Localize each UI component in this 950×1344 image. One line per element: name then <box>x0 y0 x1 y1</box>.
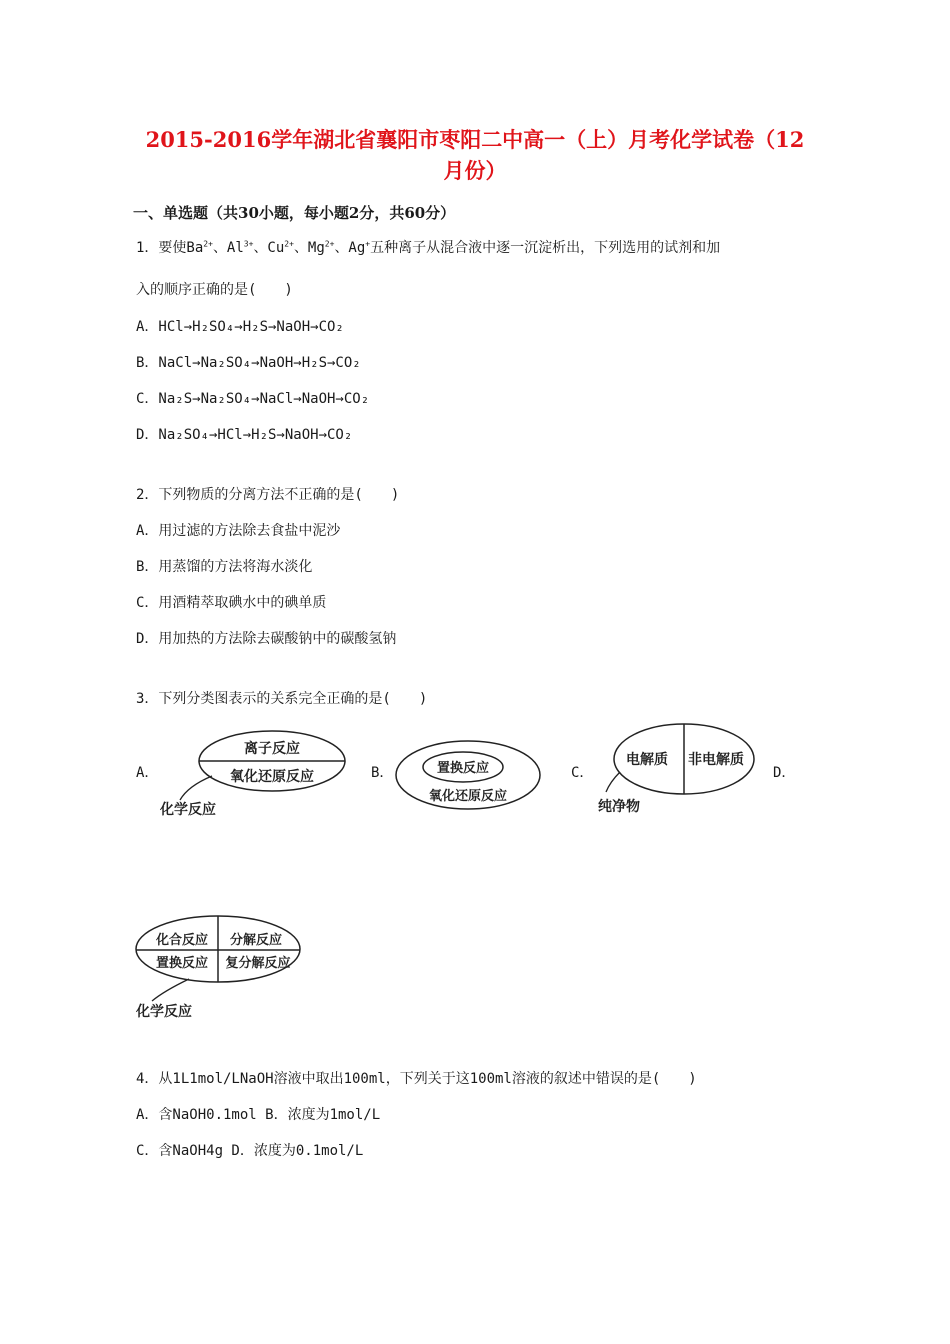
q3-label-b: B． <box>371 765 394 781</box>
q2-option-d: D．用加热的方法除去碳酸钠中的碳酸氢钠 <box>136 631 397 647</box>
exam-title <box>120 124 830 186</box>
figure-d-br-label: 复分解反应 <box>225 956 291 971</box>
figure-c-pointer <box>606 772 620 792</box>
q3-figure-d <box>134 913 309 1023</box>
q2-option-c: C．用酒精萃取碘水中的碘单质 <box>136 595 327 611</box>
q1-stem-part: 、Ag <box>334 240 366 256</box>
q3-figure-c <box>592 720 762 820</box>
figure-b-outer-label: 氧化还原反应 <box>428 789 508 804</box>
q1-option-d: D．Na₂SO₄→HCl→H₂S→NaOH→CO₂ <box>136 427 353 443</box>
q1-stem-part: 、Mg <box>293 240 325 256</box>
q1-ion-charge: 2+ <box>203 239 213 249</box>
q4-options-ab: A．含NaOH0.1mol B．浓度为1mol/L <box>136 1107 381 1123</box>
figure-a-pointer <box>180 776 212 800</box>
q3-label-d: D． <box>773 765 796 781</box>
section-heading: 一、单选题（共30小题，每小题2分，共60分） <box>133 204 456 222</box>
figure-a-bottom-label: 氧化还原反应 <box>230 769 314 785</box>
q3-figure-b <box>393 738 545 812</box>
q3-figure-a <box>150 728 350 823</box>
q2-option-a: A．用过滤的方法除去食盐中泥沙 <box>136 523 341 539</box>
q3-stem: 3．下列分类图表示的关系完全正确的是( ) <box>136 691 428 707</box>
q1-ion-charge: + <box>365 239 371 249</box>
q1-ion-charge: 2+ <box>284 239 294 249</box>
figure-d-tl-label: 化合反应 <box>155 933 209 948</box>
figure-b-inner-label: 置换反应 <box>436 761 490 776</box>
figure-c-outer-label: 纯净物 <box>598 799 640 815</box>
figure-c-left-label: 电解质 <box>626 752 668 768</box>
q2-option-b: B．用蒸馏的方法将海水淡化 <box>136 559 313 575</box>
exam-title-line1: 2015-2016学年湖北省襄阳市枣阳二中高一（上）月考化学试卷（12 <box>145 127 805 152</box>
q1-stem-part: 1．要使Ba <box>136 240 204 256</box>
q1-ion-charge: 2+ <box>324 239 335 249</box>
q1-stem <box>136 237 720 257</box>
q1-stem-part: 、Cu <box>253 240 285 256</box>
q3-label-c: C． <box>571 765 594 781</box>
q1-option-a: A．HCl→H₂SO₄→H₂S→NaOH→CO₂ <box>136 319 344 335</box>
q1-stem-part: 五种离子从混合液中逐一沉淀析出，下列选用的试剂和加 <box>370 240 721 256</box>
q2-stem: 2．下列物质的分离方法不正确的是( ) <box>136 487 400 503</box>
exam-title-line2: 月份） <box>443 158 507 183</box>
figure-d-tr-label: 分解反应 <box>229 933 283 948</box>
figure-d-pointer <box>152 979 189 1001</box>
figure-c-right-label: 非电解质 <box>688 752 744 768</box>
figure-d-outer-label: 化学反应 <box>136 1004 192 1020</box>
q4-stem: 4．从1L1mol/LNaOH溶液中取出100ml，下列关于这100ml溶液的叙述中错误的是( ) <box>136 1071 697 1087</box>
q1-option-c: C．Na₂S→Na₂SO₄→NaCl→NaOH→CO₂ <box>136 391 370 407</box>
q3-label-a: A． <box>136 765 159 781</box>
q4-options-cd: C．含NaOH4g D．浓度为0.1mol/L <box>136 1143 364 1159</box>
q1-stem-cont: 入的顺序正确的是( ) <box>136 282 293 298</box>
figure-a-top-label: 离子反应 <box>244 741 300 757</box>
figure-a-outer-label: 化学反应 <box>160 802 216 818</box>
q1-stem-part: 、Al <box>212 240 244 256</box>
figure-d-bl-label: 置换反应 <box>155 956 209 971</box>
q1-option-b: B．NaCl→Na₂SO₄→NaOH→H₂S→CO₂ <box>136 355 361 371</box>
q1-ion-charge: 3+ <box>243 239 254 249</box>
